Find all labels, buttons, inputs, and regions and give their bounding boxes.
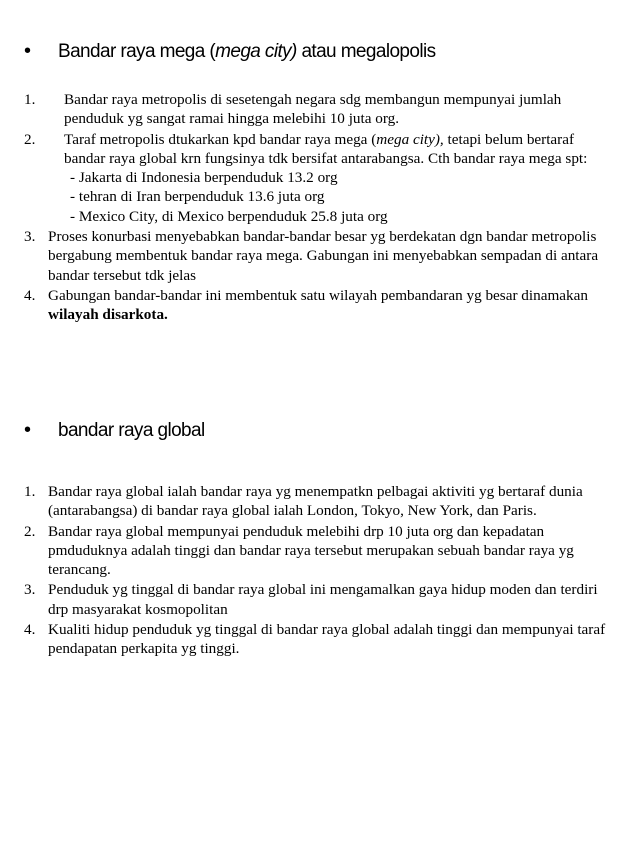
list-item: [24, 286, 614, 325]
item-number: 1.: [24, 483, 36, 500]
list-item: [24, 482, 614, 521]
item-number: 3.: [24, 581, 36, 599]
list-item: [24, 90, 614, 129]
item-number: 1.: [24, 91, 36, 108]
example-line: - Mexico City, di Mexico berpenduduk 25.8 juta org: [70, 207, 388, 225]
item-text-b: tetapi belum bertaraf bandar raya global krn fungsinya tdk bersifat antarabangsa. Cth bandar raya mega spt:: [64, 130, 588, 167]
item-text: Bandar raya metropolis di sesetengah negara sdg membangun mempunyai jumlah penduduk yg sangat ramai hingga melebihi 10 juta org.: [64, 91, 562, 128]
item-text-a: Gabungan bandar-bandar ini membentuk satu wilayah pembandaran yg besar dinamakan: [48, 286, 588, 304]
heading-text-a: Bandar raya mega (: [58, 41, 216, 62]
item-text-italic: mega city),: [376, 130, 444, 148]
bullet-icon: •: [24, 419, 31, 441]
list-item: [24, 580, 614, 619]
item-text: [48, 286, 614, 325]
heading-text-italic: mega city): [215, 41, 297, 62]
item-text: Kualiti hidup penduduk yg tinggal di bandar raya global adalah tinggi dan mempunyai taraf pendapatan perkapita yg tinggi.: [48, 621, 606, 658]
example-line: - Jakarta di Indonesia berpenduduk 13.2 org: [70, 169, 338, 187]
item-number: 4.: [24, 621, 36, 639]
heading-text-b: atau megalopolis: [296, 41, 436, 62]
item-number: 3.: [24, 228, 36, 246]
list-item: [24, 130, 614, 226]
item-number: 4.: [24, 286, 36, 304]
section-heading-global-city: [24, 419, 205, 442]
item-text: Bandar raya global mempunyai penduduk melebihi drp 10 juta org dan kepadatan pmduduknya adalah tinggi dan bandar raya tersebut merupakan sebuah bandar raya yg terancang.: [48, 522, 574, 579]
item-text: Proses konurbasi menyebabkan bandar-bandar besar yg berdekatan dgn bandar metropolis bergabung membentuk bandar raya mega. Gabungan ini menyebabkan sempadan di antara bandar tersebut tdk jelas: [48, 228, 599, 284]
item-text: Bandar raya global ialah bandar raya yg menempatkn pelbagai aktiviti yg bertaraf dunia (antarabangsa) di bandar raya global ialah London, Tokyo, New York, dan Paris.: [48, 483, 583, 520]
list-item: [24, 522, 614, 580]
heading-text: bandar raya global: [58, 420, 205, 441]
global-city-list: [24, 482, 614, 660]
bullet-icon: •: [24, 40, 31, 62]
list-item: [24, 227, 614, 285]
item-text-a: Taraf metropolis dtukarkan kpd bandar raya mega (: [64, 130, 377, 148]
section-heading-mega-city: [24, 40, 436, 63]
item-text-bold: wilayah disarkota.: [48, 306, 168, 324]
mega-city-list: [24, 90, 614, 326]
item-number: 2.: [24, 130, 36, 148]
item-text: [48, 130, 614, 226]
list-item: [24, 620, 614, 659]
item-text: Penduduk yg tinggal di bandar raya global ini mengamalkan gaya hidup moden dan terdiri drp masyarakat kosmopolitan: [48, 581, 598, 618]
example-line: - tehran di Iran berpenduduk 13.6 juta org: [70, 188, 325, 206]
item-number: 2.: [24, 522, 36, 540]
